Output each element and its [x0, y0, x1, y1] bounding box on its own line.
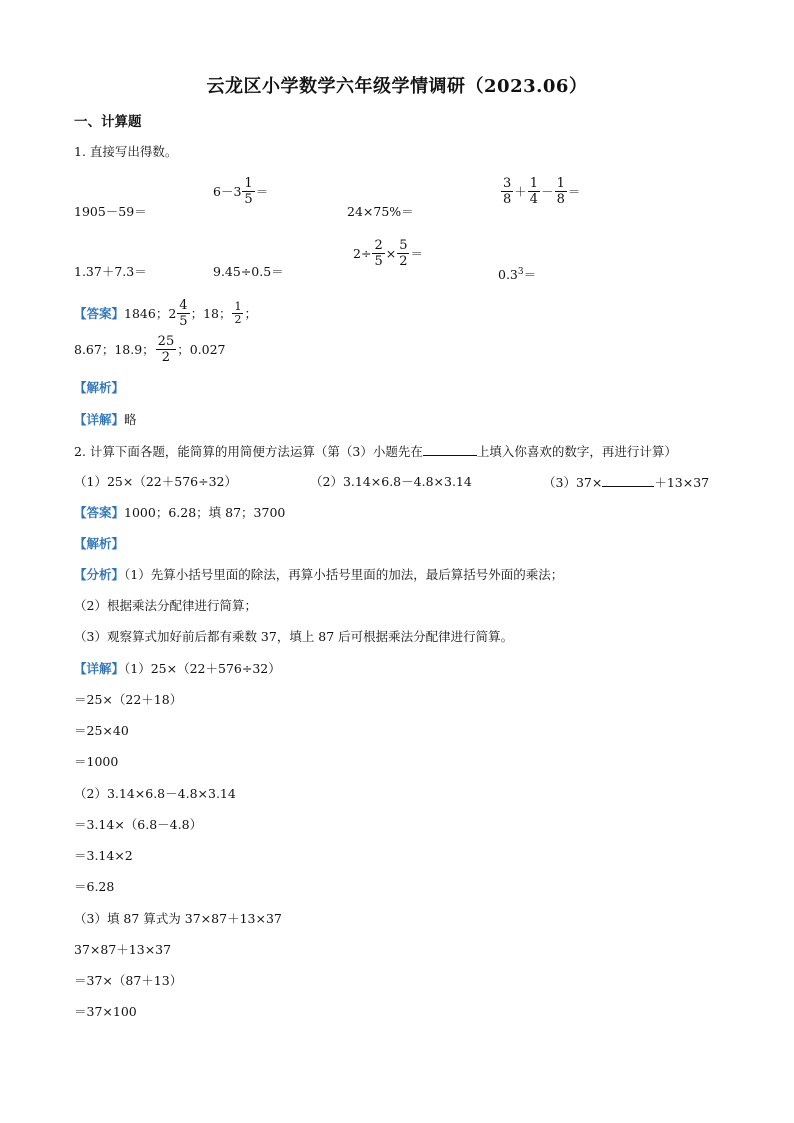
- detail-1: 【详解】略: [74, 412, 137, 427]
- fraction: $\frac{3}{8}$: [503, 176, 512, 207]
- fraction: $\frac{4}{5}$: [179, 298, 188, 329]
- question-1-stem: 1. 直接写出得数。: [74, 144, 178, 159]
- expr-7: 2÷ $\frac{2}{5}$ × $\frac{5}{2}$ ＝: [353, 238, 423, 269]
- detail-2-line-0: 【详解】（1）25×（22＋576÷32）: [74, 661, 281, 676]
- fraction: $\frac{1}{4}$: [529, 176, 539, 207]
- analysis-tag-2: 【解析】: [74, 536, 125, 551]
- analysis-line-2: （2）根据乘法分配律进行简算；: [74, 598, 257, 613]
- question-2-stem: 2. 计算下面各题，能简算的用简便方法运算（第（3）小题先在 上填入你喜欢的数字，再进行计算）: [74, 444, 677, 459]
- problem-2-3: （3）37× ＋13×37: [543, 475, 710, 490]
- detail-2-line-7: ＝6.28: [74, 879, 115, 894]
- expr-8: $0.3^3=$: [498, 267, 537, 283]
- expr-5: 1.37＋7.3＝: [74, 264, 147, 279]
- fraction: $\frac{2}{5}$: [374, 238, 383, 269]
- analysis-line-3: （3）观察算式加好前后都有乘数 37，填上 87 后可根据乘法分配律进行简算。: [74, 629, 514, 644]
- problem-2-1: （1）25×（22＋576÷32）: [74, 474, 237, 489]
- detail-2-line-2: ＝25×40: [74, 723, 129, 738]
- expr-4: $\frac{3}{8}$ ＋ $\frac{1}{4}$ － $\frac{1}{8}$ ＝: [503, 176, 581, 207]
- detail-2-line-5: ＝3.14×（6.8－4.8）: [74, 817, 203, 832]
- fraction: $\frac{1}{8}$: [556, 176, 565, 207]
- fill-blank: [423, 443, 477, 456]
- answer-1: 【答案】 1846； 2 $\frac{4}{5}$ ；18； $\frac{1}{2}$ ；: [74, 298, 257, 329]
- detail-2-line-4: （2）3.14×6.8－4.8×3.14: [74, 786, 236, 801]
- section-heading: 一、计算题: [74, 114, 142, 130]
- answer-2: 【答案】1000；6.28；填 87；3700: [74, 505, 286, 520]
- fraction: $\frac{25}{2}$: [157, 334, 175, 365]
- detail-2-line-1: ＝25×（22＋18）: [74, 692, 183, 707]
- answer-1-line2: 8.67；18.9； $\frac{25}{2}$ ；0.027: [74, 334, 226, 365]
- expr-1: 1905－59＝: [74, 204, 147, 219]
- detail-2-line-6: ＝3.14×2: [74, 848, 133, 863]
- expr-6: 9.45÷0.5＝: [213, 264, 284, 279]
- page-title: 云龙区小学数学六年级学情调研（2023.06）: [206, 76, 588, 97]
- detail-2-line-9: 37×87＋13×37: [74, 942, 172, 957]
- analysis-tag-1: 【解析】: [74, 380, 125, 395]
- detail-2-line-3: ＝1000: [74, 754, 119, 769]
- answer-tag: 【答案】: [74, 305, 125, 321]
- problem-2-2: （2）3.14×6.8－4.8×3.14: [310, 474, 472, 489]
- expr-3: 24×75%＝: [347, 204, 414, 219]
- analysis-line-1: 【分析】（1）先算小括号里面的除法，再算小括号里面的加法，最后算括号外面的乘法；: [74, 567, 564, 582]
- expr-2: 6－3 $\frac{1}{5}$ ＝: [213, 176, 269, 207]
- fill-blank: [602, 474, 654, 487]
- fraction: $\frac{1}{5}$: [244, 176, 253, 207]
- detail-2-line-11: ＝37×100: [74, 1004, 137, 1019]
- fraction: $\frac{5}{2}$: [399, 238, 408, 269]
- fraction: $\frac{1}{2}$: [234, 300, 242, 326]
- detail-2-line-8: （3）填 87 算式为 37×87＋13×37: [74, 911, 282, 926]
- detail-2-line-10: ＝37×（87＋13）: [74, 973, 183, 988]
